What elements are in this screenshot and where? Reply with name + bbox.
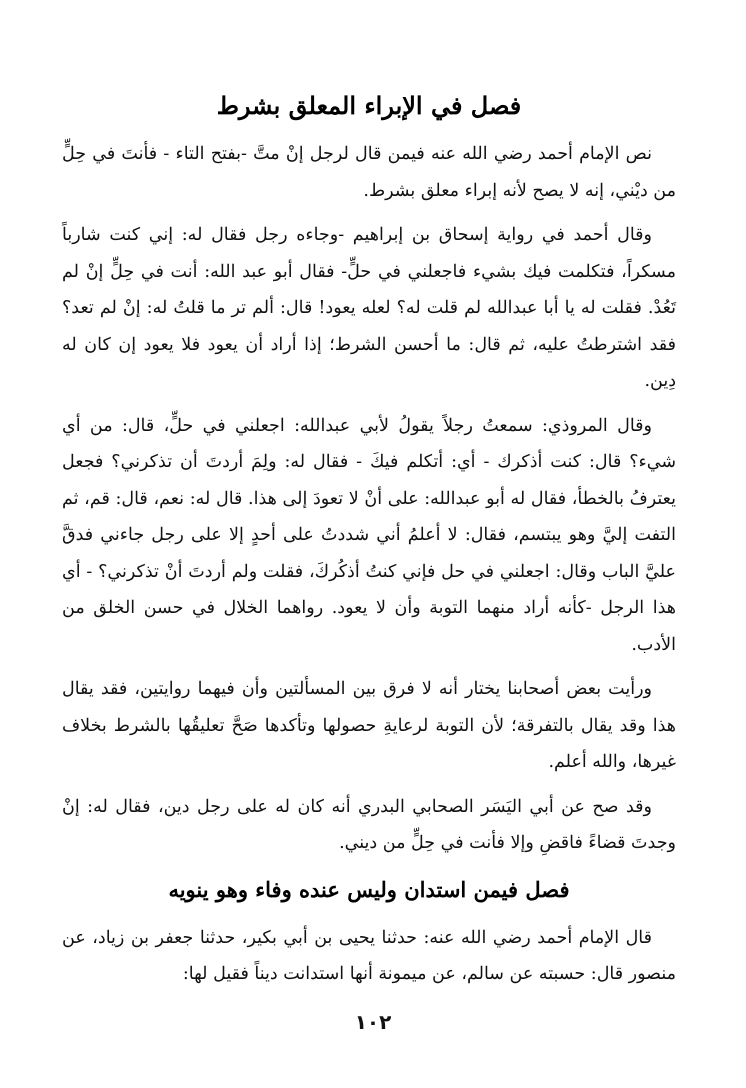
section-heading: فصل فيمن استدان وليس عنده وفاء وهو ينويه [168,876,570,902]
section-heading: فصل في الإبراء المعلق بشرط [216,91,522,120]
paragraph: وقال أحمد في رواية إسحاق بن إبراهيم -وجاءه رجل فقال له: إني كنت شارباً مسكراً، فتكلمت فيك بشيء فاجعلني في حلٍّ- فقال أبو عبد الله: أنت في حِلٍّ إنْ لم تَعُدْ. فقلت له يا أبا عبدالله لم قلت له؟ لعله يعود! قال: ألم تر ما قلتُ له: إنْ لم تعد؟ فقد اشترطتُ عليه، ثم قال: ما أحسن الشرط؛ إذا أراد أن يعود فلا يعود إن كان له دِين. [62,225,676,391]
paragraph: وقد صح عن أبي اليَسَر الصحابي البدري أنه كان له على رجل دين، فقال له: إنْ وجدتَ قضاءً فاقضِ وإلا فأنت في حِلٍّ من ديني. [62,796,676,853]
paragraph: ورأيت بعض أصحابنا يختار أنه لا فرق بين المسألتين وأن فيهما روايتين، فقد يقال هذا وقد يقال بالتفرقة؛ لأن التوبة لرعايةِ حصولها وتأكدها صَحَّ تعليقُها بالشرط بخلاف غيرها، والله أعلم. [62,679,676,772]
paragraph: وقال المروذي: سمعتُ رجلاً يقولُ لأبي عبدالله: اجعلني في حلٍّ، قال: من أي شيء؟ قال: كنت أذكرك - أي: أتكلم فيكَ - فقال له: ولِمَ أردتَ أن تذكرني؟ فجعل يعترفُ بالخطأ، فقال له أبو عبدالله: على أنْ لا تعودَ إلى هذا. قال له: نعم، قال: قم، ثم التفت إليَّ وهو يبتسم، فقال: لا أعلمُ أني شددتُ على أحدٍ إلا على رجل جاءني فدقَّ عليَّ الباب وقال: اجعلني في حل فإني كنتُ أذكُركَ، فقلت ولم أردتَ أنْ تذكرني؟ - أي هذا الرجل -كأنه أراد منهما التوبة وأن لا يعود. رواهما الخلال في حسن الخلق من الأدب. [62,415,676,655]
paragraph: نص الإمام أحمد رضي الله عنه فيمن قال لرجل إنْ متَّ -بفتح التاء - فأنتَ في حِلٍّ من ديْني، إنه لا يصح لأنه إبراء معلق بشرط. [62,144,676,201]
page-number: ١٠٢ [354,1010,392,1034]
paragraph: قال الإمام أحمد رضي الله عنه: حدثنا يحيى بن أبي بكير، حدثنا جعفر بن زياد، عن منصور قال: حسبته عن سالم، عن ميمونة أنها استدانت ديناً فقيل لها: [62,927,676,984]
